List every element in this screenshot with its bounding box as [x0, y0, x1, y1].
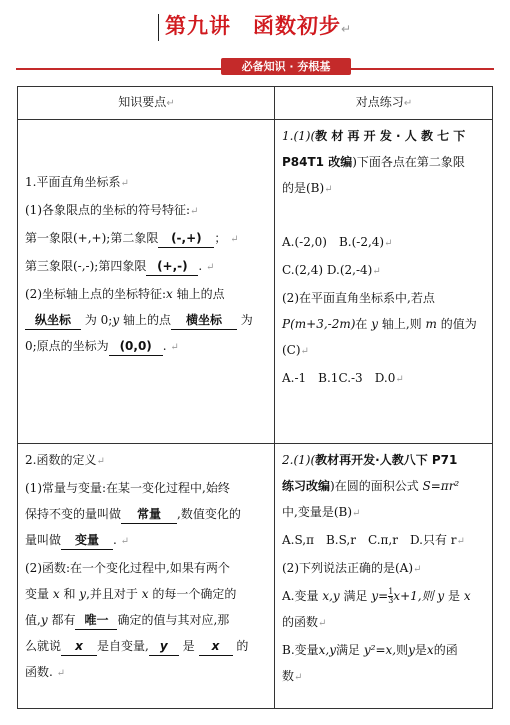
answer-blank: (+,-) — [146, 257, 198, 276]
section-band — [16, 57, 494, 77]
return-mark: ↵ — [340, 22, 353, 36]
text-line: 量叫做 变量 . ↵ — [25, 527, 268, 555]
text-line: (1)各象限点的坐标的符号特征:↵ — [25, 203, 199, 217]
text-line: (2)坐标轴上点的坐标特征:x 轴上的点 — [25, 287, 225, 301]
text-line: 纵坐标 为 0;y 轴上的点 横坐标 为 — [25, 307, 268, 333]
answer-blank: 唯一 — [75, 611, 117, 630]
page-title-text: 第九讲 函数初步 — [164, 14, 341, 38]
text-line: P(m+3,-2m)在 y 轴上,则 m 的值为 — [282, 317, 477, 331]
text-line: 第一象限(+,+);第二象限 (-,+) ； ↵ — [25, 225, 268, 253]
text-line: 1.平面直角坐标系↵ — [25, 175, 129, 189]
knowledge-cell-coordinate-system — [18, 120, 275, 444]
text-line: 2.函数的定义↵ — [25, 453, 105, 467]
text-line: B.变量x,y满足 y²=x,则y是x的函 — [282, 643, 458, 657]
text-line: 2.(1)(教材再开发·人教八下 P71 — [282, 453, 458, 467]
text-line: 值,y 都有 唯一 确定的值与其对应,那 — [25, 607, 268, 633]
text-line: 的是(B)↵ — [282, 181, 333, 195]
text-line: 练习改编)在圆的面积公式 S=πr² — [282, 479, 460, 493]
text-line: A.(-2,0) B.(-2,4)↵ — [282, 235, 393, 249]
section-tab: 必备知识 · 夯根基 — [221, 58, 351, 75]
text-line: P84T1 改编)下面各点在第二象限 — [282, 155, 465, 169]
text-line: A.S,π B.S,r C.π,r D.只有 r↵ — [282, 533, 465, 547]
answer-blank: x — [61, 637, 97, 656]
text-line: A.-1 B.1C.-3 D.0↵ — [282, 371, 404, 385]
header-practice: 对点练习↵ — [275, 87, 493, 120]
answer-blank: 变量 — [61, 531, 113, 550]
text-line: (C)↵ — [282, 343, 309, 357]
text-line: (2)下列说法正确的是(A)↵ — [282, 561, 422, 575]
knowledge-table — [17, 86, 493, 709]
text-line: 数↵ — [282, 669, 303, 683]
text-line: 0;原点的坐标为 (0,0) . ↵ — [25, 333, 268, 361]
header-knowledge: 知识要点↵ — [18, 87, 275, 120]
text-line: C.(2,4) D.(2,-4)↵ — [282, 263, 381, 277]
answer-blank: x — [199, 637, 233, 656]
knowledge-cell-function-definition — [18, 444, 275, 709]
text-line: 中,变量是(B)↵ — [282, 505, 361, 519]
title-area — [0, 14, 510, 41]
answer-blank: (-,+) — [158, 229, 214, 248]
text-line: (1)常量与变量:在某一变化过程中,始终 — [25, 481, 230, 495]
text-line: 函数. ↵ — [25, 665, 66, 679]
text-line: (2)函数:在一个变化过程中,如果有两个 — [25, 561, 230, 575]
text-line: 1.(1)(教 材 再 开 发 · 人 教 七 下 — [282, 129, 466, 143]
answer-blank: 常量 — [121, 505, 177, 524]
text-line: 么就说 x 是自变量, y 是 x 的 — [25, 633, 268, 659]
text-line: 保持不变的量叫做 常量 ,数值变化的 — [25, 501, 268, 527]
answer-blank: (0,0) — [109, 337, 163, 356]
text-line: (2)在平面直角坐标系中,若点 — [282, 291, 435, 305]
page-title — [158, 14, 352, 41]
answer-blank: y — [149, 637, 179, 656]
text-line: 第三象限(-,-);第四象限 (+,-) . ↵ — [25, 253, 268, 281]
practice-cell-2 — [275, 444, 493, 709]
practice-cell-1 — [275, 120, 493, 444]
answer-blank: 横坐标 — [171, 311, 237, 330]
fraction: $\frac{1}{3}$ — [388, 587, 394, 605]
answer-blank: 纵坐标 — [25, 311, 81, 330]
text-line: 变量 x 和 y,并且对于 x 的每一个确定的 — [25, 587, 237, 601]
text-line: 的函数↵ — [282, 615, 327, 629]
text-line: A.变量 x,y 满足 y= $\frac{1}{3}$ x+1,则 y 是 x — [282, 587, 471, 605]
